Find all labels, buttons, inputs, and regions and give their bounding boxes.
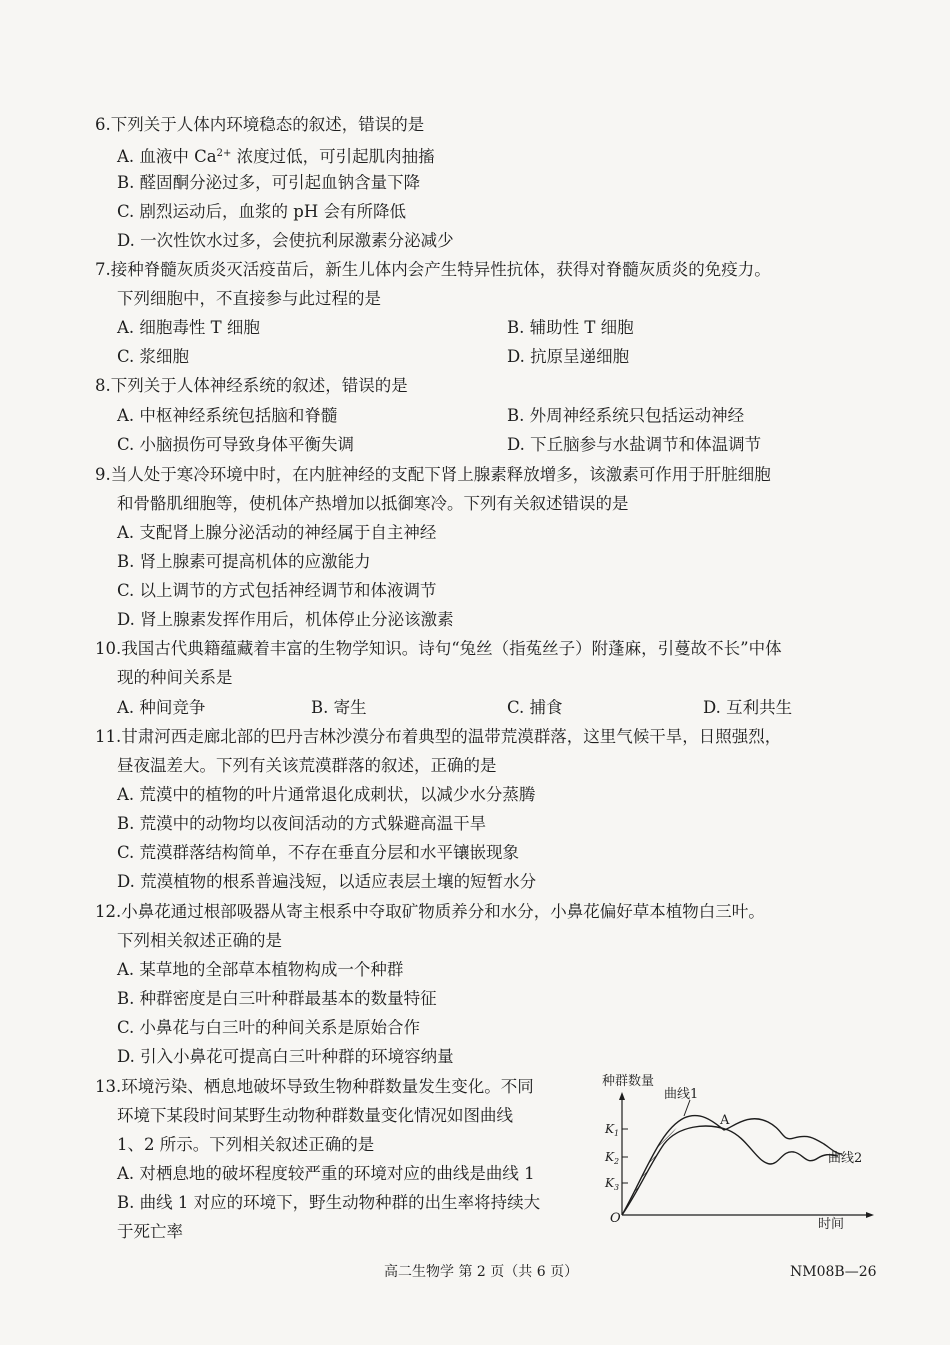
q9-option-b: B. 肾上腺素可提高机体的应激能力 xyxy=(117,552,371,571)
q13-stem-line1: 13.环境污染、栖息地破坏导致生物种群数量发生变化。不同 xyxy=(95,1077,534,1096)
y-axis-arrow xyxy=(619,1092,625,1100)
q6-option-a-sup: 2+ xyxy=(216,148,232,159)
q11-stem-line1: 11.甘肃河西走廊北部的巴丹吉林沙漠分布着典型的温带荒漠群落，这里气候干旱，日照强烈， xyxy=(95,727,782,746)
page-footer: 高二生物学 第 2 页（共 6 页） xyxy=(384,1264,579,1280)
q11-option-a: A. 荒漠中的植物的叶片通常退化成刺状，以减少水分蒸腾 xyxy=(117,785,536,804)
q6-option-b: B. 醛固酮分泌过多，可引起血钠含量下降 xyxy=(117,173,421,192)
exam-code: NM08B—26 xyxy=(790,1264,877,1280)
curve-2 xyxy=(622,1126,838,1215)
q10-option-b: B. 寄生 xyxy=(311,698,367,717)
q8-option-b: B. 外周神经系统只包括运动神经 xyxy=(507,406,745,425)
q13-option-b-line1: B. 曲线 1 对应的环境下，野生动物种群的出生率将持续大 xyxy=(117,1193,541,1212)
q12-stem-line2: 下列相关叙述正确的是 xyxy=(117,931,282,950)
q10-stem-line1: 10.我国古代典籍蕴藏着丰富的生物学知识。诗句“兔丝（指菟丝子）附蓬麻，引蔓故不长”中体 xyxy=(95,639,782,658)
q7-stem-line1: 7.接种脊髓灰质炎灭活疫苗后，新生儿体内会产生特异性抗体，获得对脊髓灰质炎的免疫力。 xyxy=(95,260,771,279)
q8-option-c: C. 小脑损伤可导致身体平衡失调 xyxy=(117,435,355,454)
q12-option-a: A. 某草地的全部草本植物构成一个种群 xyxy=(117,960,404,979)
q11-option-c: C. 荒漠群落结构简单，不存在垂直分层和水平镶嵌现象 xyxy=(117,843,520,862)
q6-option-a-pre: A. 血液中 Ca xyxy=(117,147,217,166)
k3-label: $K_3$ xyxy=(605,1176,620,1192)
q13-stem-line3: 1、2 所示。下列相关叙述正确的是 xyxy=(117,1135,375,1154)
population-graph xyxy=(598,1072,888,1232)
q6-option-c: C. 剧烈运动后，血浆的 pH 会有所降低 xyxy=(117,202,406,221)
q11-option-b: B. 荒漠中的动物均以夜间活动的方式躲避高温干旱 xyxy=(117,814,487,833)
q11-stem-line2: 昼夜温差大。下列有关该荒漠群落的叙述，正确的是 xyxy=(117,756,497,775)
q12-stem-line1: 12.小鼻花通过根部吸器从寄主根系中夺取矿物质养分和水分，小鼻花偏好草本植物白三叶。 xyxy=(95,902,765,921)
q12-option-c: C. 小鼻花与白三叶的种间关系是原始合作 xyxy=(117,1018,421,1037)
curve1-label: 曲线1 xyxy=(664,1087,699,1102)
q7-option-b: B. 辅助性 T 细胞 xyxy=(507,318,634,337)
q10-stem-line2: 现的种间关系是 xyxy=(117,668,233,687)
k2-label: $K_2$ xyxy=(605,1150,620,1166)
q9-option-a: A. 支配肾上腺分泌活动的神经属于自主神经 xyxy=(117,523,437,542)
x-axis-arrow xyxy=(866,1212,874,1218)
q6-option-a-post: 浓度过低，可引起肌肉抽搐 xyxy=(231,147,435,166)
q7-option-c: C. 浆细胞 xyxy=(117,347,190,366)
k1-label: $K_1$ xyxy=(605,1122,620,1138)
q10-option-c: C. 捕食 xyxy=(507,698,563,717)
y-axis-label: 种群数量 xyxy=(602,1074,655,1089)
q10-option-a: A. 种间竞争 xyxy=(117,698,206,717)
q7-option-a: A. 细胞毒性 T 细胞 xyxy=(117,318,260,337)
q13-option-a: A. 对栖息地的破坏程度较严重的环境对应的曲线是曲线 1 xyxy=(117,1164,535,1183)
q12-option-b: B. 种群密度是白三叶种群最基本的数量特征 xyxy=(117,989,437,1008)
q6-option-d: D. 一次性饮水过多，会使抗利尿激素分泌减少 xyxy=(117,231,454,250)
q10-option-d: D. 互利共生 xyxy=(703,698,793,717)
q8-option-a: A. 中枢神经系统包括脑和脊髓 xyxy=(117,406,338,425)
q8-stem: 8.下列关于人体神经系统的叙述，错误的是 xyxy=(95,376,408,395)
q12-option-d: D. 引入小鼻花可提高白三叶种群的环境容纳量 xyxy=(117,1047,454,1066)
q13-option-b-line2: 于死亡率 xyxy=(117,1222,183,1241)
q8-option-d: D. 下丘脑参与水盐调节和体温调节 xyxy=(507,435,762,454)
q11-option-d: D. 荒漠植物的根系普遍浅短，以适应表层土壤的短暂水分 xyxy=(117,872,537,891)
curve2-label: 曲线2 xyxy=(828,1151,863,1166)
origin-label: O xyxy=(610,1211,621,1226)
q9-option-d: D. 肾上腺素发挥作用后，机体停止分泌该激素 xyxy=(117,610,454,629)
q9-stem-line1: 9.当人处于寒冷环境中时，在内脏神经的支配下肾上腺素释放增多，该激素可作用于肝脏细胞 xyxy=(95,465,771,484)
q7-option-d: D. 抗原呈递细胞 xyxy=(507,347,630,366)
q9-option-c: C. 以上调节的方式包括神经调节和体液调节 xyxy=(117,581,437,600)
q6-stem: 6.下列关于人体内环境稳态的叙述，错误的是 xyxy=(95,115,425,134)
q9-stem-line2: 和骨骼肌细胞等，使机体产热增加以抵御寒冷。下列有关叙述错误的是 xyxy=(117,494,629,513)
curve-1 xyxy=(622,1116,842,1215)
q6-option-a xyxy=(117,143,435,168)
curve1-leader xyxy=(684,1100,690,1116)
x-axis-label: 时间 xyxy=(818,1217,845,1232)
point-a-label: A xyxy=(720,1113,730,1128)
q13-stem-line2: 环境下某段时间某野生动物种群数量变化情况如图曲线 xyxy=(117,1106,513,1125)
q7-stem-line2: 下列细胞中，不直接参与此过程的是 xyxy=(117,289,381,308)
